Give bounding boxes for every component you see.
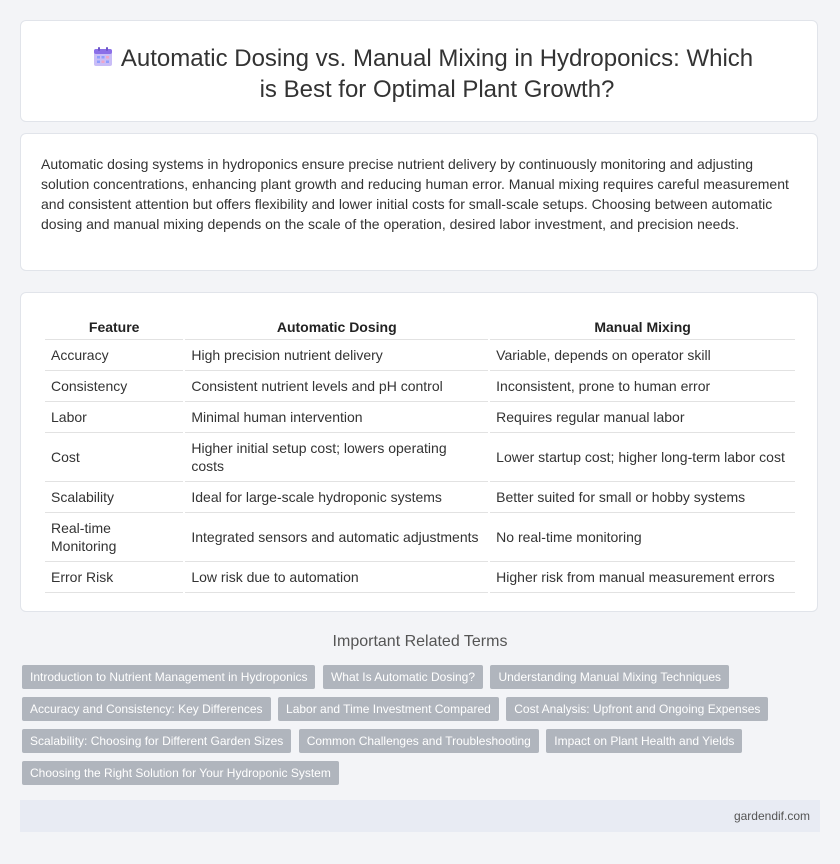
table-row <box>45 513 795 562</box>
header-card <box>20 20 818 122</box>
tag-accuracy-consistency[interactable]: Accuracy and Consistency: Key Differences <box>22 697 271 721</box>
table-row <box>45 562 795 593</box>
table-header-row <box>45 315 795 340</box>
related-terms-title: Important Related Terms <box>332 633 508 650</box>
intro-card <box>20 133 818 271</box>
footer <box>20 800 820 832</box>
automatic-cell: Higher initial setup cost; lowers operating costs <box>185 433 488 482</box>
feature-cell: Accuracy <box>45 340 183 371</box>
table-row <box>45 482 795 513</box>
tag-cost-analysis[interactable]: Cost Analysis: Upfront and Ongoing Expenses <box>506 697 768 721</box>
feature-cell: Scalability <box>45 482 183 513</box>
automatic-cell: High precision nutrient delivery <box>185 340 488 371</box>
table-row <box>45 371 795 402</box>
intro-paragraph: Automatic dosing systems in hydroponics ensure precise nutrient delivery by continuously monitoring and adjusting solution concentrations, enhancing plant growth and reducing human error. Manual mixing requires careful measurement and consistent attention but offers flexibility and lower initial costs for small-scale setups. Choosing between automatic dosing and manual mixing depends on the scale of the operation, desired labor investment, and precision needs. <box>41 156 789 232</box>
header-automatic-dosing: Automatic Dosing <box>185 315 488 340</box>
manual-cell: No real-time monitoring <box>490 513 795 562</box>
feature-cell: Error Risk <box>45 562 183 593</box>
table-row <box>45 340 795 371</box>
feature-cell: Consistency <box>45 371 183 402</box>
header-manual-mixing: Manual Mixing <box>490 315 795 340</box>
footer-site[interactable]: gardendif.com <box>733 809 810 823</box>
table-row <box>45 402 795 433</box>
tag-choosing-right-solution[interactable]: Choosing the Right Solution for Your Hydroponic System <box>22 761 339 785</box>
feature-cell: Cost <box>45 433 183 482</box>
tag-what-is-automatic-dosing[interactable]: What Is Automatic Dosing? <box>323 665 483 689</box>
manual-cell: Higher risk from manual measurement errors <box>490 562 795 593</box>
automatic-cell: Low risk due to automation <box>185 562 488 593</box>
tag-scalability[interactable]: Scalability: Choosing for Different Garden Sizes <box>22 729 291 753</box>
comparison-card <box>20 292 818 612</box>
tag-nutrient-management[interactable]: Introduction to Nutrient Management in Hydroponics <box>22 665 315 689</box>
manual-cell: Inconsistent, prone to human error <box>490 371 795 402</box>
manual-cell: Better suited for small or hobby systems <box>490 482 795 513</box>
automatic-cell: Consistent nutrient levels and pH control <box>185 371 488 402</box>
manual-cell: Requires regular manual labor <box>490 402 795 433</box>
comparison-table <box>43 315 797 593</box>
tag-manual-mixing-techniques[interactable]: Understanding Manual Mixing Techniques <box>490 665 729 689</box>
manual-cell: Lower startup cost; higher long-term labor cost <box>490 433 795 482</box>
automatic-cell: Minimal human intervention <box>185 402 488 433</box>
header-feature: Feature <box>45 315 183 340</box>
feature-cell: Labor <box>45 402 183 433</box>
automatic-cell: Integrated sensors and automatic adjustments <box>185 513 488 562</box>
automatic-cell: Ideal for large-scale hydroponic systems <box>185 482 488 513</box>
feature-cell: Real-time Monitoring <box>45 513 183 562</box>
tag-plant-health-yields[interactable]: Impact on Plant Health and Yields <box>546 729 742 753</box>
page-title: Automatic Dosing vs. Manual Mixing in Hydroponics: Which is Best for Optimal Plant Growth? <box>120 45 754 103</box>
table-row <box>45 433 795 482</box>
related-terms-tags <box>22 665 802 793</box>
tag-labor-time[interactable]: Labor and Time Investment Compared <box>278 697 499 721</box>
tag-challenges-troubleshooting[interactable]: Common Challenges and Troubleshooting <box>299 729 539 753</box>
manual-cell: Variable, depends on operator skill <box>490 340 795 371</box>
